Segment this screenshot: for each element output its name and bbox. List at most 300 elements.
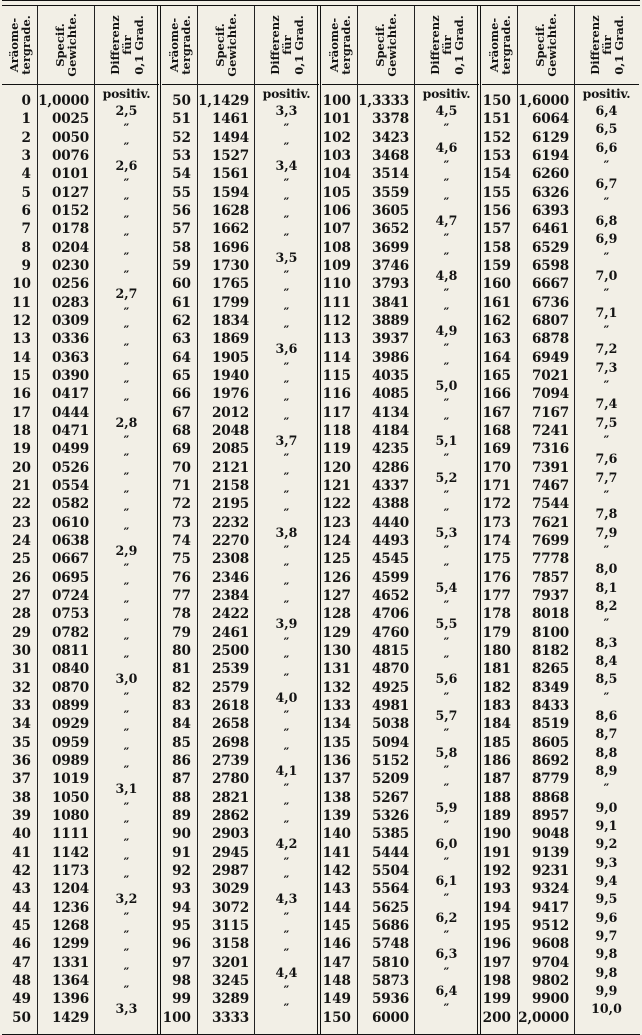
difference-cell: ″ <box>443 854 450 870</box>
difference-cell: ″ <box>603 158 610 174</box>
degree-cell: 100 <box>162 1009 191 1026</box>
gravity-cell: 1396 <box>51 991 89 1008</box>
degree-cell: 60 <box>172 276 191 293</box>
degree-cell: 26 <box>12 569 31 586</box>
degree-cell: 196 <box>482 936 511 953</box>
gravity-cell: 1331 <box>51 954 89 971</box>
degree-cell: 103 <box>322 147 351 164</box>
gravity-cell: 3699 <box>371 239 409 256</box>
degree-cell: 100 <box>322 93 351 109</box>
gravity-cell: 0929 <box>51 716 89 733</box>
gravity-cell: 3605 <box>371 202 409 219</box>
gravity-cell: 2048 <box>211 422 249 439</box>
difference-cell: ″ <box>283 176 290 192</box>
difference-cell: ″ <box>283 579 290 595</box>
gravity-cell: 8100 <box>531 624 569 641</box>
gravity-cell: 2085 <box>211 441 249 458</box>
table-body-group-2 <box>162 85 319 1031</box>
table-page <box>2 0 640 1035</box>
gravity-cell: 5810 <box>371 954 409 971</box>
gravity-cell: 7699 <box>531 532 569 549</box>
degree-cell: 87 <box>172 771 191 788</box>
gravity-cell: 3029 <box>211 881 249 898</box>
degree-cell: 86 <box>172 752 191 769</box>
difference-cell: ″ <box>123 341 130 357</box>
gravity-cell: 8349 <box>531 679 569 696</box>
degree-cell: 8 <box>21 239 31 256</box>
degree-cell: 148 <box>322 972 351 989</box>
degree-cell: 29 <box>12 624 31 641</box>
gravity-cell: 1461 <box>211 111 249 128</box>
gravity-cell: 6064 <box>531 111 569 128</box>
gravity-cell: 7544 <box>531 496 569 513</box>
gravity-cell: 7167 <box>531 404 569 421</box>
difference-cell: ″ <box>283 506 290 522</box>
difference-cell: 4,6 <box>435 139 458 155</box>
difference-cell: ″ <box>123 873 130 889</box>
gravity-cell: 6260 <box>531 166 569 183</box>
header-difference-per-tenth <box>574 6 639 84</box>
degree-cell: 181 <box>482 661 511 678</box>
gravity-cell: 1730 <box>211 257 249 274</box>
difference-cell: 2,6 <box>115 158 138 174</box>
degree-cell: 132 <box>322 679 351 696</box>
gravity-cell: 9802 <box>531 972 569 989</box>
difference-cell: ″ <box>603 543 610 559</box>
difference-cell: ″ <box>603 194 610 210</box>
gravity-cell: 0471 <box>51 422 89 439</box>
gravity-cell: 2658 <box>211 716 249 733</box>
degree-cell: 56 <box>172 202 191 219</box>
difference-cell: ″ <box>283 909 290 925</box>
gravity-cell: 6667 <box>531 276 569 293</box>
gravity-cell: 5748 <box>371 936 409 953</box>
degree-cell: 168 <box>482 422 511 439</box>
degree-cell: 178 <box>482 606 511 623</box>
degree-cell: 52 <box>172 129 191 146</box>
gravity-cell: 1,3333 <box>358 93 409 109</box>
degree-cell: 107 <box>322 221 351 238</box>
degree-cell: 119 <box>322 441 351 458</box>
degree-cell: 128 <box>322 606 351 623</box>
gravity-cell: 6529 <box>531 239 569 256</box>
header-difference-per-tenth <box>94 6 159 84</box>
difference-cell: 5,3 <box>435 524 458 540</box>
difference-cell: ″ <box>443 176 450 192</box>
degree-cell: 180 <box>482 642 511 659</box>
difference-cell: 3,5 <box>275 249 298 265</box>
difference-cell: 3,4 <box>275 158 298 174</box>
gravity-cell: 9231 <box>531 862 569 879</box>
degree-cell: 156 <box>482 202 511 219</box>
header-areometer-degrees <box>162 6 197 84</box>
difference-cell: ″ <box>283 726 290 742</box>
header-areometer-degrees <box>2 6 37 84</box>
difference-cell: ″ <box>283 268 290 284</box>
difference-cell: ″ <box>443 964 450 980</box>
degree-cell: 200 <box>482 1009 511 1026</box>
difference-cell: ″ <box>283 799 290 815</box>
difference-cell: ″ <box>123 359 130 375</box>
difference-cell: ″ <box>283 983 290 998</box>
difference-cell: ″ <box>283 194 290 210</box>
degree-cell: 137 <box>322 771 351 788</box>
degree-cell: 170 <box>482 459 511 476</box>
gravity-cell: 7937 <box>531 587 569 604</box>
gravity-cell: 7778 <box>531 551 569 568</box>
degree-cell: 176 <box>482 569 511 586</box>
difference-cell: ″ <box>443 158 450 174</box>
degree-cell: 157 <box>482 221 511 238</box>
degree-cell: 14 <box>12 349 31 366</box>
difference-cell: 2,5 <box>115 103 138 119</box>
header-difference-per-tenth-text: Differenz für 0,1 Grad. <box>427 15 466 75</box>
difference-cell: ″ <box>283 378 290 394</box>
gravity-cell: 0025 <box>51 111 89 128</box>
gravity-cell: 2698 <box>211 734 249 751</box>
difference-cell: ″ <box>123 928 130 943</box>
degree-cell: 185 <box>482 734 511 751</box>
degree-cell: 31 <box>12 661 31 678</box>
difference-cell: ″ <box>123 634 130 650</box>
degree-cell: 70 <box>172 459 191 476</box>
difference-cell: ″ <box>123 396 130 412</box>
degree-cell: 171 <box>482 477 511 494</box>
gravity-cell: 7467 <box>531 477 569 494</box>
difference-cell: 9,0 <box>595 799 618 815</box>
gravity-cell: 4706 <box>371 606 409 623</box>
degree-cell: 10 <box>12 276 31 293</box>
degree-cell: 149 <box>322 991 351 1008</box>
gravity-cell: 0283 <box>51 294 89 311</box>
degree-cell: 76 <box>172 569 191 586</box>
gravity-cell: 4981 <box>371 697 409 714</box>
degree-cell: 139 <box>322 807 351 824</box>
gravity-cell: 1905 <box>211 349 249 366</box>
difference-cell: ″ <box>603 249 610 265</box>
difference-cell: 9,5 <box>595 891 618 907</box>
gravity-cell: 4184 <box>371 422 409 439</box>
difference-cell: 7,9 <box>595 524 618 540</box>
difference-cell: 3,8 <box>275 524 298 540</box>
difference-cell: ″ <box>443 396 450 412</box>
difference-cell: 6,5 <box>595 121 618 137</box>
gravity-cell: 0840 <box>51 661 89 678</box>
gravity-cell: 1,6000 <box>518 93 569 109</box>
column-separator <box>254 6 255 1035</box>
gravity-cell: 0101 <box>51 166 89 183</box>
degree-cell: 115 <box>322 367 351 384</box>
degree-cell: 113 <box>322 331 351 348</box>
degree-cell: 36 <box>12 752 31 769</box>
degree-cell: 127 <box>322 587 351 604</box>
gravity-cell: 2,0000 <box>518 1009 569 1026</box>
gravity-cell: 5094 <box>371 734 409 751</box>
difference-cell: ″ <box>123 249 130 265</box>
difference-cell: ″ <box>443 231 450 247</box>
degree-cell: 9 <box>21 257 31 274</box>
difference-cell: ″ <box>443 689 450 705</box>
difference-cell: 6,0 <box>435 836 458 852</box>
difference-cell: ″ <box>283 451 290 467</box>
difference-cell: 4,3 <box>275 891 298 907</box>
degree-cell: 150 <box>482 93 511 109</box>
difference-cell: 7,4 <box>595 396 618 412</box>
gravity-cell: 0554 <box>51 477 89 494</box>
degree-cell: 75 <box>172 551 191 568</box>
gravity-cell: 0638 <box>51 532 89 549</box>
gravity-cell: 2945 <box>211 844 249 861</box>
degree-cell: 136 <box>322 752 351 769</box>
gravity-cell: 3378 <box>371 111 409 128</box>
difference-cell: ″ <box>283 781 290 797</box>
difference-cell: ″ <box>283 928 290 943</box>
difference-cell: 3,6 <box>275 341 298 357</box>
degree-cell: 105 <box>322 184 351 201</box>
gravity-cell: 2500 <box>211 642 249 659</box>
gravity-cell: 6326 <box>531 184 569 201</box>
column-headers <box>2 6 159 85</box>
degree-cell: 160 <box>482 276 511 293</box>
gravity-cell: 3115 <box>211 917 249 934</box>
difference-cell: ″ <box>123 524 130 540</box>
difference-cell: ″ <box>443 341 450 357</box>
difference-cell: 9,3 <box>595 854 618 870</box>
degree-cell: 182 <box>482 679 511 696</box>
degree-cell: 129 <box>322 624 351 641</box>
degree-cell: 194 <box>482 899 511 916</box>
difference-cell: ″ <box>123 469 130 485</box>
gravity-cell: 2539 <box>211 661 249 678</box>
degree-cell: 141 <box>322 844 351 861</box>
difference-cell: ″ <box>123 964 130 980</box>
gravity-cell: 4652 <box>371 587 409 604</box>
gravity-cell: 0959 <box>51 734 89 751</box>
degree-cell: 158 <box>482 239 511 256</box>
gravity-cell: 0256 <box>51 276 89 293</box>
difference-cell: ″ <box>123 506 130 522</box>
difference-cell: ″ <box>283 304 290 320</box>
difference-cell: 6,6 <box>595 139 618 155</box>
degree-cell: 114 <box>322 349 351 366</box>
difference-cell: 9,9 <box>595 983 618 998</box>
positive-label: positiv. <box>582 86 631 101</box>
gravity-cell: 8605 <box>531 734 569 751</box>
gravity-cell: 1080 <box>51 807 89 824</box>
degree-cell: 172 <box>482 496 511 513</box>
difference-cell: 5,7 <box>435 708 458 724</box>
degree-cell: 34 <box>12 716 31 733</box>
difference-cell: 7,5 <box>595 414 618 430</box>
degree-cell: 53 <box>172 147 191 164</box>
gravity-cell: 7094 <box>531 386 569 403</box>
degree-cell: 84 <box>172 716 191 733</box>
difference-cell: ″ <box>283 561 290 577</box>
difference-cell: ″ <box>123 708 130 724</box>
gravity-cell: 2903 <box>211 826 249 843</box>
difference-cell: ″ <box>603 488 610 504</box>
degree-cell: 184 <box>482 716 511 733</box>
degree-cell: 134 <box>322 716 351 733</box>
degree-cell: 67 <box>172 404 191 421</box>
difference-cell: ″ <box>603 781 610 797</box>
header-areometer-degrees-text: Aräome- tergrade. <box>6 15 33 75</box>
difference-cell: ″ <box>443 304 450 320</box>
degree-cell: 193 <box>482 881 511 898</box>
degree-cell: 144 <box>322 899 351 916</box>
difference-cell: 9,6 <box>595 909 618 925</box>
difference-cell: ″ <box>443 359 450 375</box>
gravity-cell: 8957 <box>531 807 569 824</box>
gravity-cell: 3423 <box>371 129 409 146</box>
difference-cell: 7,6 <box>595 451 618 467</box>
degree-cell: 11 <box>12 294 31 311</box>
difference-cell: ″ <box>443 598 450 614</box>
gravity-cell: 3333 <box>211 1009 249 1026</box>
difference-cell: ″ <box>283 634 290 650</box>
gravity-cell: 9512 <box>531 917 569 934</box>
gravity-cell: 4760 <box>371 624 409 641</box>
gravity-cell: 6736 <box>531 294 569 311</box>
degree-cell: 69 <box>172 441 191 458</box>
difference-cell: ″ <box>443 634 450 650</box>
difference-cell: ″ <box>123 561 130 577</box>
difference-cell: ″ <box>443 818 450 834</box>
gravity-cell: 1527 <box>211 147 249 164</box>
degree-cell: 190 <box>482 826 511 843</box>
gravity-cell: 0753 <box>51 606 89 623</box>
gravity-cell: 0499 <box>51 441 89 458</box>
degree-cell: 38 <box>12 789 31 806</box>
gravity-cell: 1173 <box>51 862 89 879</box>
difference-cell: ″ <box>123 488 130 504</box>
gravity-cell: 6194 <box>531 147 569 164</box>
degree-cell: 102 <box>322 129 351 146</box>
gravity-cell: 1204 <box>51 881 89 898</box>
column-headers <box>482 6 639 85</box>
degree-cell: 140 <box>322 826 351 843</box>
difference-cell: ″ <box>443 194 450 210</box>
gravity-cell: 5625 <box>371 899 409 916</box>
difference-cell: ″ <box>283 671 290 687</box>
gravity-cell: 8779 <box>531 771 569 788</box>
degree-cell: 39 <box>12 807 31 824</box>
header-difference-per-tenth-text: Differenz für 0,1 Grad. <box>267 15 306 75</box>
degree-cell: 85 <box>172 734 191 751</box>
header-specific-gravity-text: Specif. Gewichte. <box>372 13 399 77</box>
degree-cell: 18 <box>12 422 31 439</box>
difference-cell: 3,0 <box>115 671 138 687</box>
degree-cell: 89 <box>172 807 191 824</box>
gravity-cell: 1561 <box>211 166 249 183</box>
gravity-cell: 0989 <box>51 752 89 769</box>
difference-cell: 3,1 <box>115 781 138 797</box>
difference-cell: ″ <box>123 304 130 320</box>
degree-cell: 135 <box>322 734 351 751</box>
difference-cell: ″ <box>283 139 290 155</box>
header-specific-gravity-text: Specif. Gewichte. <box>52 13 79 77</box>
gravity-cell: 1299 <box>51 936 89 953</box>
difference-cell: 3,9 <box>275 616 298 632</box>
gravity-cell: 2158 <box>211 477 249 494</box>
gravity-cell: 1976 <box>211 386 249 403</box>
gravity-cell: 3201 <box>211 954 249 971</box>
gravity-cell: 9324 <box>531 881 569 898</box>
gravity-cell: 7621 <box>531 514 569 531</box>
degree-cell: 33 <box>12 697 31 714</box>
degree-cell: 24 <box>12 532 31 549</box>
difference-cell: 4,2 <box>275 836 298 852</box>
gravity-cell: 9900 <box>531 991 569 1008</box>
difference-cell: ″ <box>123 268 130 284</box>
degree-cell: 55 <box>172 184 191 201</box>
degree-cell: 123 <box>322 514 351 531</box>
gravity-cell: 9608 <box>531 936 569 953</box>
difference-cell: ″ <box>123 433 130 449</box>
degree-cell: 44 <box>12 899 31 916</box>
degree-cell: 163 <box>482 331 511 348</box>
difference-cell: ″ <box>443 249 450 265</box>
difference-cell: 2,9 <box>115 543 138 559</box>
gravity-cell: 3793 <box>371 276 409 293</box>
degree-cell: 6 <box>21 202 31 219</box>
gravity-cell: 2232 <box>211 514 249 531</box>
degree-cell: 79 <box>172 624 191 641</box>
degree-cell: 72 <box>172 496 191 513</box>
degree-cell: 175 <box>482 551 511 568</box>
degree-cell: 21 <box>12 477 31 494</box>
gravity-cell: 0782 <box>51 624 89 641</box>
difference-cell: ″ <box>123 726 130 742</box>
degree-cell: 116 <box>322 386 351 403</box>
difference-cell: ″ <box>123 946 130 962</box>
gravity-cell: 1696 <box>211 239 249 256</box>
difference-cell: 9,8 <box>595 946 618 962</box>
gravity-cell: 5686 <box>371 917 409 934</box>
gravity-cell: 5564 <box>371 881 409 898</box>
gravity-cell: 5209 <box>371 771 409 788</box>
degree-cell: 122 <box>322 496 351 513</box>
degree-cell: 166 <box>482 386 511 403</box>
degree-cell: 12 <box>12 312 31 329</box>
column-separator <box>517 6 518 1035</box>
gravity-cell: 0076 <box>51 147 89 164</box>
gravity-cell: 5504 <box>371 862 409 879</box>
difference-cell: ″ <box>443 763 450 779</box>
gravity-cell: 9139 <box>531 844 569 861</box>
degree-cell: 61 <box>172 294 191 311</box>
gravity-cell: 5936 <box>371 991 409 1008</box>
gravity-cell: 0724 <box>51 587 89 604</box>
difference-cell: ″ <box>283 414 290 430</box>
header-specific-gravity-text: Specif. Gewichte. <box>212 13 239 77</box>
gravity-cell: 0363 <box>51 349 89 366</box>
degree-cell: 73 <box>172 514 191 531</box>
difference-cell: ″ <box>443 488 450 504</box>
difference-cell: ″ <box>283 543 290 559</box>
gravity-cell: 3937 <box>371 331 409 348</box>
degree-cell: 88 <box>172 789 191 806</box>
gravity-cell: 4085 <box>371 386 409 403</box>
degree-cell: 3 <box>21 147 31 164</box>
gravity-cell: 3245 <box>211 972 249 989</box>
gravity-cell: 5873 <box>371 972 409 989</box>
degree-cell: 152 <box>482 129 511 146</box>
degree-cell: 183 <box>482 697 511 714</box>
gravity-cell: 2270 <box>211 532 249 549</box>
difference-cell: 9,1 <box>595 818 618 834</box>
gravity-cell: 0582 <box>51 496 89 513</box>
